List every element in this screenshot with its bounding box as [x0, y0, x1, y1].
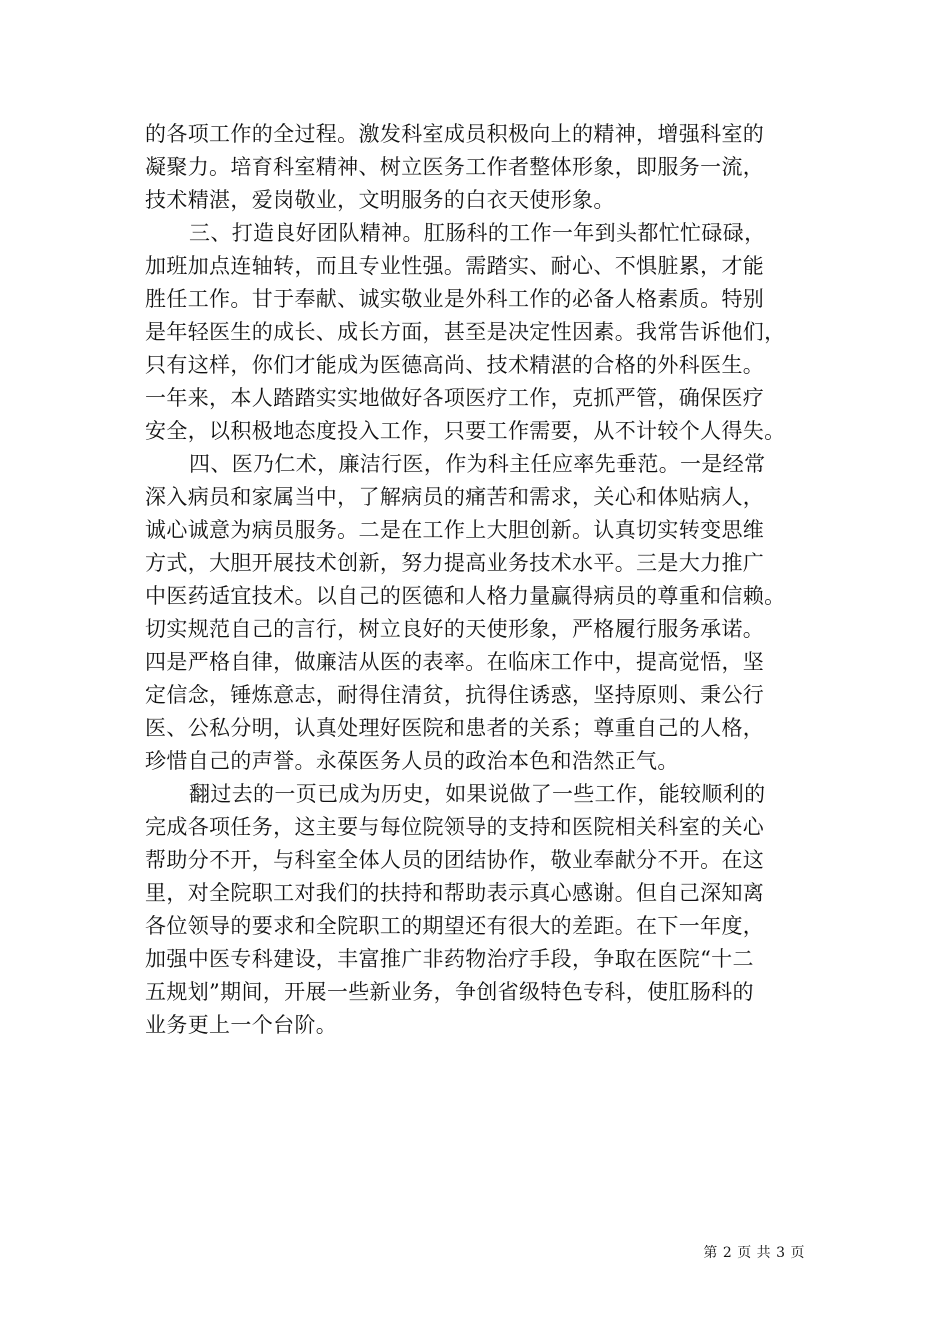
text-line: 完成各项任务，这主要与每位院领导的支持和医院相关科室的关心	[145, 815, 765, 839]
text-line: 帮助分不开，与科室全体人员的团结协作，敬业奉献分不开。在这	[145, 848, 765, 872]
text-line: 一年来，本人踏踏实实地做好各项医疗工作，克抓严管，确保医疗	[145, 386, 765, 410]
text-line: 诚心诚意为病员服务。二是在工作上大胆创新。认真切实转变思维	[145, 518, 765, 542]
text-line: 四是严格自律，做廉洁从医的表率。在临床工作中，提高觉悟，坚	[145, 650, 765, 674]
text-line: 只有这样，你们才能成为医德高尚、技术精湛的合格的外科医生。	[145, 353, 765, 377]
paragraph-first-line: 三、打造良好团队精神。肛肠科的工作一年到头都忙忙碌碌，	[189, 221, 766, 245]
text-line: 技术精湛，爱岗敬业，文明服务的白衣天使形象。	[145, 188, 615, 212]
paragraph-first-line: 翻过去的一页已成为历史，如果说做了一些工作，能较顺利的	[189, 782, 766, 806]
text-line: 方式，大胆开展技术创新，努力提高业务技术水平。三是大力推广	[145, 551, 765, 575]
page-number-footer: 第 2 页 共 3 页	[703, 1245, 805, 1261]
text-line: 的各项工作的全过程。激发科室成员积极向上的精神，增强科室的	[145, 122, 765, 146]
paragraph-first-line: 四、医乃仁术，廉洁行医，作为科主任应率先垂范。一是经常	[189, 452, 766, 476]
document-body	[145, 118, 825, 1042]
text-line: 各位领导的要求和全院职工的期望还有很大的差距。在下一年度，	[145, 914, 765, 938]
text-line: 医、公私分明，认真处理好医院和患者的关系；尊重自己的人格，	[145, 716, 765, 740]
text-line: 业务更上一个台阶。	[145, 1013, 338, 1037]
text-line: 是年轻医生的成长、成长方面，甚至是决定性因素。我常告诉他们，	[145, 320, 786, 344]
text-line: 中医药适宜技术。以自己的医德和人格力量赢得病员的尊重和信赖。	[145, 584, 786, 608]
text-line: 深入病员和家属当中，了解病员的痛苦和需求，关心和体贴病人，	[145, 485, 765, 509]
text-line: 珍惜自己的声誉。永葆医务人员的政治本色和浩然正气。	[145, 749, 679, 773]
text-line: 凝聚力。培育科室精神、树立医务工作者整体形象，即服务一流，	[145, 155, 765, 179]
text-line: 五规划”期间，开展一些新业务，争创省级特色专科，使肛肠科的	[145, 980, 754, 1004]
text-line: 切实规范自己的言行，树立良好的天使形象，严格履行服务承诺。	[145, 617, 765, 641]
text-line: 安全，以积极地态度投入工作，只要工作需要，从不计较个人得失。	[145, 419, 786, 443]
text-line: 里，对全院职工对我们的扶持和帮助表示真心感谢。但自己深知离	[145, 881, 765, 905]
text-line: 加班加点连轴转，而且专业性强。需踏实、耐心、不惧脏累，才能	[145, 254, 765, 278]
text-line: 定信念，锤炼意志，耐得住清贫，抗得住诱惑，坚持原则、秉公行	[145, 683, 765, 707]
text-line: 胜任工作。甘于奉献、诚实敬业是外科工作的必备人格素质。特别	[145, 287, 765, 311]
text-line: 加强中医专科建设，丰富推广非药物治疗手段，争取在医院“十二	[145, 947, 754, 971]
